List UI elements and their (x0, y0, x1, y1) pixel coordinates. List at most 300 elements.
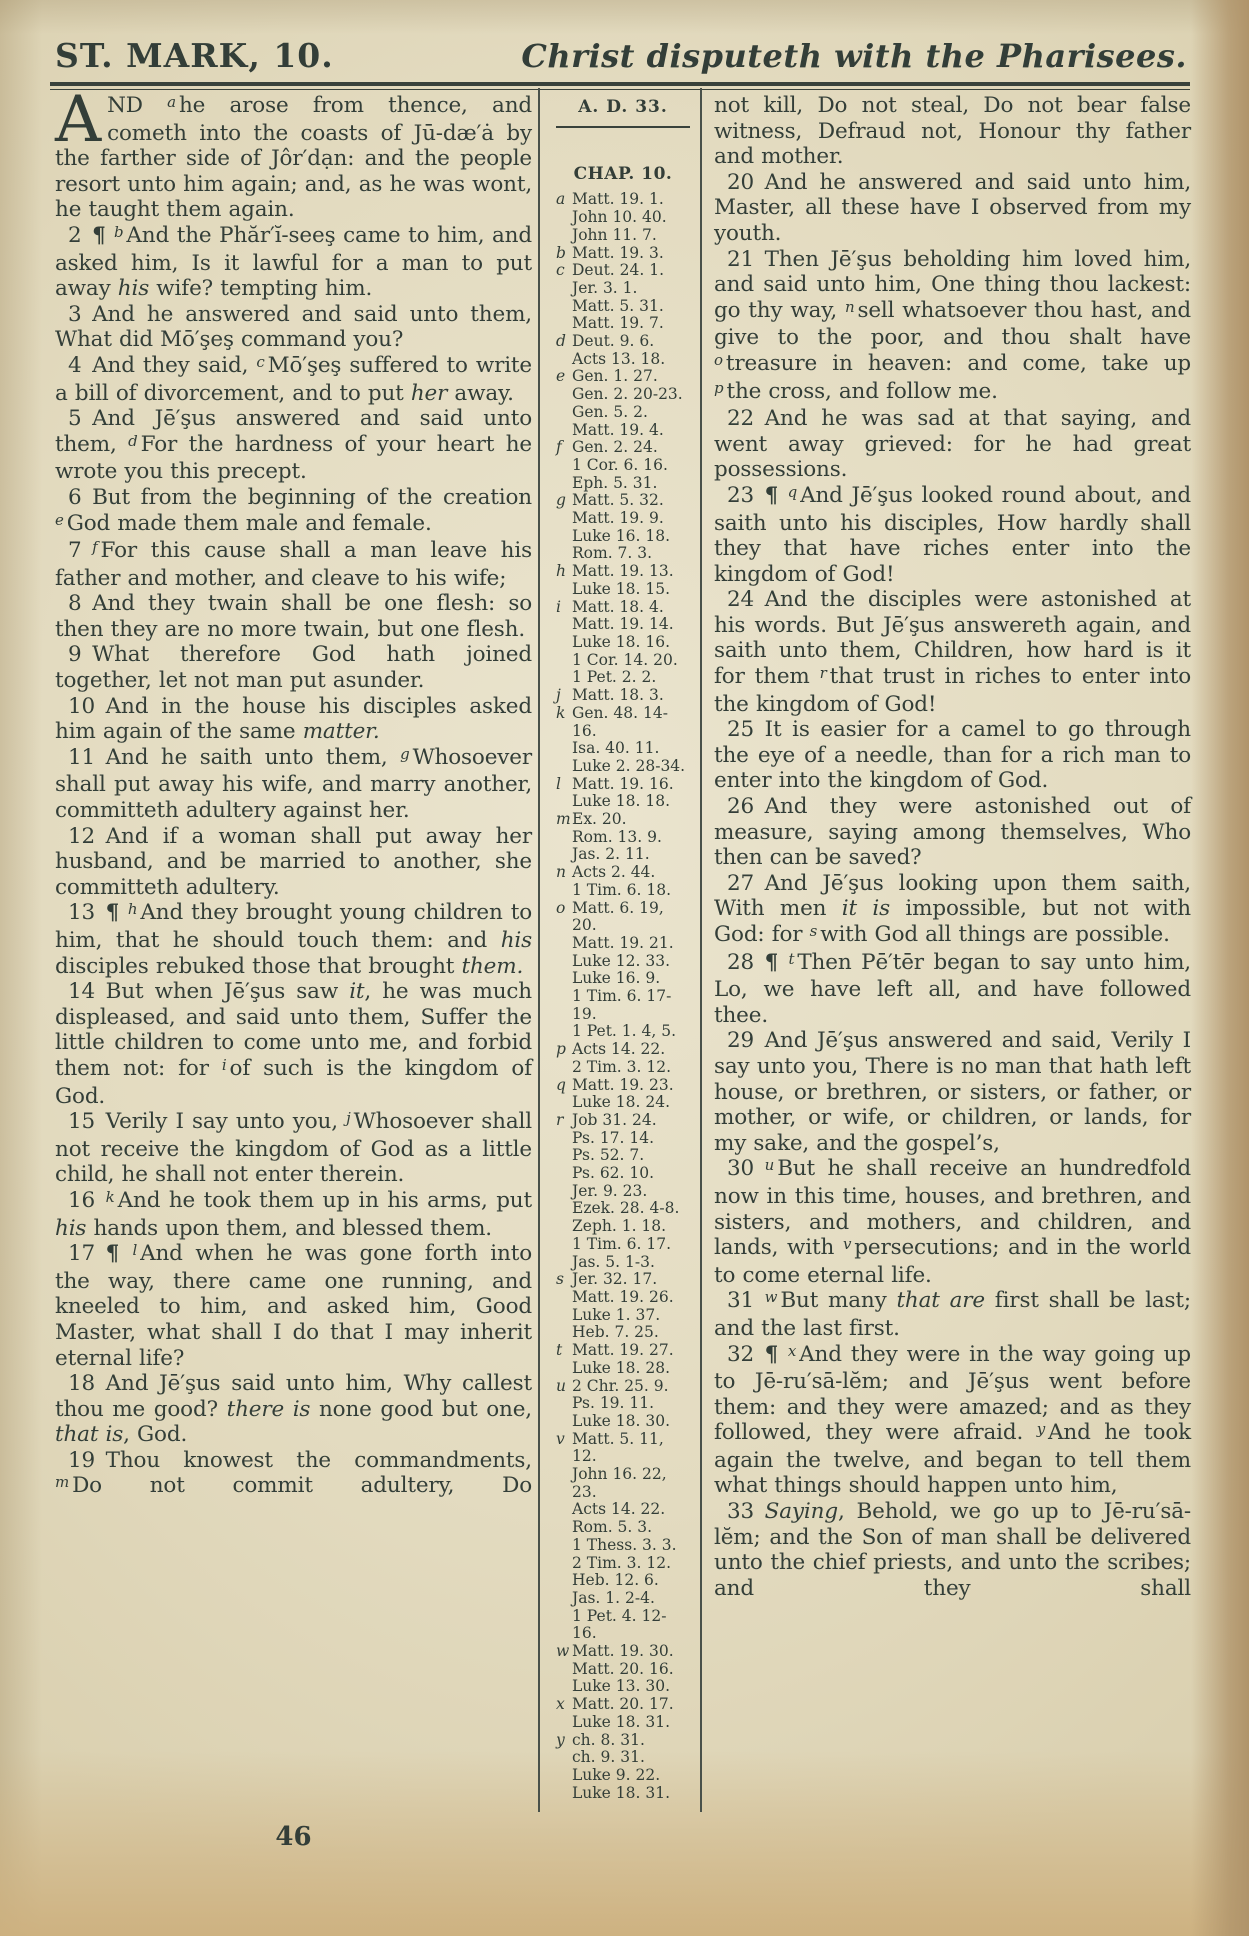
reference-group (556, 599, 696, 688)
verse-number: 25 (727, 717, 765, 743)
verse (714, 871, 1191, 950)
reference-citation: 23. (572, 1482, 597, 1501)
verse-number: 27 (727, 870, 765, 896)
reference-citation: Ex. 20. (572, 810, 627, 829)
reference-citation: Matt. 5. 11, (572, 1429, 664, 1448)
column-divider-right (700, 88, 702, 1812)
italic-segment: it (349, 979, 365, 1005)
running-head: Christ disputeth with the Pharisees. (521, 37, 1187, 75)
reference-letter: k (556, 703, 566, 722)
reference-citation: Acts 14. 22. (572, 1040, 666, 1059)
reference-citation: Matt. 19. 26. (572, 1288, 674, 1306)
italic-segment: his (55, 1215, 87, 1241)
verse (55, 302, 532, 353)
verse-number: 33 (727, 1499, 765, 1525)
inline-reference-letter: o (714, 350, 723, 369)
text-segment: he arose from thence, and cometh into the coasts of Jū-dæ′ȧ by the farther side of Jôr′dạn: and the people resort unto him again; and, as he was wont, he taught them again. (55, 93, 533, 223)
text-segment: For this cause shall a man leave his father and mother, and cleave to his wife; (55, 538, 532, 591)
reference-citation: Ps. 17. 14. (572, 1128, 655, 1147)
reference-letter: j (556, 686, 561, 705)
reference-citation: 1 Cor. 14. 20. (572, 650, 678, 669)
verse (55, 1188, 532, 1241)
reference-citation: Luke 18. 15. (572, 579, 670, 598)
reference-citation: Deut. 9. 6. (572, 332, 655, 351)
reference-letter: o (556, 898, 566, 917)
text-segment: Mō′şeş suffered to write a bill of divorcement, and to put (55, 352, 532, 406)
verse-number: 9 (68, 642, 93, 668)
reference-citation: Matt. 19. 3. (572, 243, 664, 262)
reference-letter: i (556, 597, 561, 616)
reference-letter: p (556, 1040, 566, 1059)
text-segment: , Behold, we go up to Jē-ru′sā-lĕm; and the Son of man shall be delivered unto the chief priests, and unto the scribes; and they shall (714, 1499, 1191, 1601)
reference-citation: Matt. 19. 16. (572, 774, 674, 793)
verse-number: 2 (68, 222, 93, 248)
text-segment: And the disciples were astonished at his words. But Jē′şus answereth again, and saith unto them, Children, how hard is it for them (714, 587, 1191, 690)
chapter-label: CHAP. 10. (573, 163, 673, 184)
reference-citation: John 11. 7. (572, 225, 657, 244)
reference-citation: Matt. 19. 30. (572, 1642, 674, 1661)
reference-citation: 2 Tim. 3. 12. (572, 1057, 672, 1076)
text-segment: wife? tempting him. (149, 276, 373, 302)
italic-segment: that is (55, 1422, 124, 1448)
reference-citation: Matt. 19. 13. (572, 562, 674, 581)
verse (714, 170, 1191, 247)
text-segment: Then Jē′şus beholding him loved him, and said unto him, One thing thou lackest: go thy way, (714, 246, 1191, 323)
reference-group (556, 1431, 696, 1643)
verse-number: 3 (68, 301, 93, 327)
verse-number: 20 (727, 169, 765, 195)
reference-citation: Luke 18. 24. (572, 1093, 670, 1112)
reference-citation: Zeph. 1. 18. (572, 1217, 667, 1236)
reference-citation: Matt. 19. 9. (572, 509, 664, 528)
pilcrow-mark: ¶ (764, 482, 788, 508)
reference-group (556, 191, 696, 244)
verse-number: 12 (68, 823, 106, 849)
verse-number: 31 (727, 1288, 765, 1314)
text-segment: What therefore God hath joined together, let not man put asunder. (55, 642, 532, 694)
reference-letter: h (556, 562, 566, 581)
verse-number: 23 (727, 482, 765, 508)
verse (714, 1342, 1191, 1500)
reference-citation: Luke 18. 16. (572, 632, 670, 651)
inline-reference-letter: i (221, 1055, 227, 1074)
text-segment: And he was sad at that saying, and went away grieved: for he had great possessions. (714, 406, 1191, 483)
italic-segment: his (117, 276, 150, 302)
verse-number: 13 (68, 900, 106, 926)
reference-letter: y (556, 1730, 565, 1749)
text-segment: But from the beginning of the creation (92, 484, 532, 510)
verse (55, 353, 532, 406)
reference-citation: Isa. 40. 11. (572, 739, 660, 758)
text-segment: Do not commit adultery, Do (72, 1473, 532, 1499)
right-text-column (714, 93, 1191, 1601)
text-segment: of such is the kingdom of God. (55, 1055, 532, 1109)
reference-citation: Matt. 18. 3. (572, 686, 664, 705)
page-title: ST. MARK, 10. (55, 36, 334, 75)
reference-citation: Gen. 48. 14- (572, 703, 668, 722)
verse (714, 717, 1191, 794)
verse-number: 5 (68, 406, 93, 432)
reference-citation: ch. 9. 31. (572, 1748, 645, 1767)
verse-number: 17 (68, 1241, 106, 1267)
reference-citation: 16. (572, 1624, 597, 1643)
column-divider-left (538, 88, 540, 1812)
reference-citation: Jas. 2. 11. (572, 845, 650, 864)
text-segment: And he took again the twelve, and began to tell them what things should happen unto him, (714, 1420, 1191, 1499)
text-segment: But many (780, 1288, 897, 1314)
inline-reference-letter: j (346, 1109, 351, 1128)
inline-reference-letter: w (764, 1288, 778, 1307)
reference-citation: Luke 16. 18. (572, 526, 670, 545)
verse (55, 900, 532, 979)
reference-citation: Ezek. 28. 4-8. (572, 1199, 680, 1218)
text-segment: God made them male and female. (66, 510, 432, 536)
text-segment: persecutions; and in the world to come eternal life. (714, 1235, 1191, 1288)
inline-reference-letter: y (1036, 1420, 1046, 1439)
reference-group (556, 1077, 696, 1112)
text-segment: And Jē′şus looking upon them saith, With men (714, 870, 1191, 922)
reference-letter: n (556, 863, 566, 882)
reference-group (556, 1112, 696, 1271)
verse-number: 30 (727, 1156, 765, 1182)
inline-reference-letter: b (113, 222, 124, 241)
header-double-rule (50, 82, 1190, 90)
reference-citation: Rom. 13. 9. (572, 827, 662, 846)
inline-reference-letter: l (132, 1241, 138, 1260)
reference-group (556, 333, 696, 368)
reference-citation: Jer. 3. 1. (572, 278, 638, 297)
drop-cap: A (55, 83, 102, 157)
reference-citation: Luke 13. 30. (572, 1677, 670, 1696)
text-segment: And Jē′şus looked round about, and saith unto his disciples, How hardly shall they that have riches enter into the kingdom of God! (714, 482, 1191, 587)
verse-number: 32 (727, 1341, 765, 1367)
reference-citation: John 10. 40. (572, 208, 667, 227)
verse (714, 406, 1191, 483)
reference-citation: Gen. 2. 24. (572, 438, 658, 457)
text-segment: Verily I say unto you, (105, 1109, 347, 1135)
text-segment: ND (107, 93, 168, 118)
verse (714, 1499, 1191, 1601)
date-rule (556, 126, 690, 128)
verse-number: 15 (68, 1109, 106, 1135)
text-segment: And the Phăr′ĭ-seeş came to him, and asked him, Is it lawful for a man to put away (55, 222, 532, 302)
inline-reference-letter: g (400, 744, 410, 763)
reference-citation: Deut. 24. 1. (572, 261, 665, 280)
text-segment: But he shall receive an hundredfold now in this time, houses, and brethren, and sisters, and mothers, and children, and lands, with (714, 1156, 1191, 1261)
inline-reference-letter: f (92, 538, 98, 557)
verse-number: 16 (68, 1187, 106, 1213)
inline-reference-letter: v (842, 1235, 852, 1254)
reference-citation: Luke 18. 31. (572, 1712, 670, 1731)
reference-citation: Luke 16. 9. (572, 969, 661, 988)
verse-number: 11 (68, 744, 106, 770)
reference-citation: 16. (572, 721, 597, 740)
reference-citation: 2 Tim. 3. 12. (572, 1553, 672, 1572)
inline-reference-letter: a (167, 93, 176, 111)
inline-reference-letter: q (787, 482, 798, 501)
inline-reference-letter: d (128, 431, 138, 450)
reference-citation: 1 Tim. 6. 17. (572, 1234, 672, 1253)
text-segment: Whosoever shall not receive the kingdom of God as a little child, he shall not enter therein. (55, 1109, 532, 1188)
verse-number: 19 (68, 1447, 106, 1473)
verse (714, 950, 1191, 1029)
verse (55, 694, 532, 745)
reference-citation: Matt. 18. 4. (572, 597, 664, 616)
italic-segment: there is (226, 1396, 311, 1422)
reference-citation: Rom. 7. 3. (572, 544, 653, 563)
reference-letter: b (556, 243, 566, 262)
verse (714, 1288, 1191, 1341)
reference-group (556, 687, 696, 705)
reference-citation: Luke 18. 28. (572, 1358, 670, 1377)
reference-group (556, 776, 696, 811)
verse-number: 24 (727, 587, 765, 613)
reference-letter: c (556, 261, 565, 280)
reference-group (556, 1041, 696, 1076)
reference-letter: t (556, 1341, 563, 1360)
reference-citation: Luke 18. 18. (572, 792, 670, 811)
reference-citation: 1 Thess. 3. 3. (572, 1535, 677, 1554)
cross-references (550, 191, 696, 1802)
reference-citation: Jas. 1. 2-4. (572, 1588, 655, 1607)
reference-citation: Gen. 1. 27. (572, 367, 658, 386)
verse (55, 642, 532, 693)
reference-citation: 19. (572, 1004, 597, 1023)
reference-citation: Luke 2. 28-34. (572, 756, 686, 775)
reference-group (556, 705, 696, 776)
verse (55, 223, 532, 302)
reference-letter: l (556, 774, 561, 793)
text-segment: that trust in riches to enter into the kingdom of God! (714, 664, 1191, 717)
text-segment: Whosoever shall put away his wife, and marry another, committeth adultery against her. (55, 744, 532, 824)
verse (55, 1371, 532, 1448)
reference-group (556, 439, 696, 492)
reference-group (556, 1643, 696, 1696)
italic-segment: matter. (302, 719, 380, 745)
reference-letter: w (556, 1642, 570, 1661)
reference-letter: g (556, 491, 566, 510)
reference-group (556, 262, 696, 333)
inline-reference-letter: p (714, 378, 724, 397)
text-segment: , God. (123, 1422, 188, 1448)
verse (714, 247, 1191, 407)
text-segment: And in the house his disciples asked him again of the same (55, 693, 532, 745)
reference-group (556, 1696, 696, 1731)
italic-segment: that are (896, 1288, 985, 1314)
verse (55, 1448, 532, 1501)
inline-reference-letter: t (788, 949, 795, 968)
text-segment: And Jē′şus answered and said unto them, (55, 406, 532, 457)
verse-number: 18 (68, 1371, 106, 1397)
reference-citation: Ps. 19. 11. (572, 1394, 655, 1413)
text-segment: And they said, (92, 352, 257, 378)
verse-number: 22 (727, 406, 765, 432)
reference-citation: Ps. 62. 10. (572, 1164, 655, 1183)
verse-number: 28 (727, 949, 765, 975)
verse (55, 83, 533, 223)
reference-group (556, 1378, 696, 1431)
inline-reference-letter: r (819, 664, 827, 683)
reference-group (556, 368, 696, 439)
reference-citation: 1 Tim. 6. 18. (572, 880, 672, 899)
text-segment: And they brought young children to him, that he should touch them: and (55, 900, 532, 953)
reference-citation: 12. (572, 1447, 597, 1466)
text-segment: impossible, but not with God: for (714, 896, 1191, 947)
inline-reference-letter: h (127, 900, 138, 919)
page-header (55, 36, 1187, 75)
reference-citation: Matt. 5. 32. (572, 491, 664, 510)
verse (714, 483, 1191, 587)
reference-letter: a (556, 190, 566, 209)
reference-citation: Jer. 9. 23. (572, 1181, 648, 1200)
reference-citation: Gen. 5. 2. (572, 402, 648, 421)
text-segment: not kill, Do not steal, Do not bear false witness, Defraud not, Honour thy father and mother. (714, 93, 1191, 170)
reference-citation: 20. (572, 916, 597, 935)
inline-reference-letter: s (809, 922, 818, 940)
text-segment: And if a woman shall put away her husband, and be married to another, she committeth adultery. (55, 823, 532, 900)
reference-citation: Matt. 19. 23. (572, 1075, 674, 1094)
text-segment: disciples rebuked those that brought (55, 953, 462, 979)
text-segment: And they were in the way going up to Jē-ru′sā-lĕm; and Jē′şus went before them: and they were amazed; and as they followed, they were afraid. (714, 1341, 1191, 1446)
italic-segment: Saying (764, 1499, 838, 1525)
reference-letter: m (556, 810, 571, 829)
verse (55, 824, 532, 901)
verse (55, 745, 532, 824)
text-segment: away. (447, 380, 514, 406)
date-label: A. D. 33. (578, 97, 668, 117)
verse (55, 591, 532, 642)
text-segment: For the hardness of your heart he wrote you this precept. (55, 431, 532, 485)
reference-citation: Jas. 5. 1-3. (572, 1252, 655, 1271)
verse (714, 794, 1191, 871)
reference-citation: Luke 18. 30. (572, 1411, 670, 1430)
inline-reference-letter: e (55, 510, 64, 529)
text-segment: treasure in heaven: and come, take up (725, 350, 1191, 376)
text-segment: , he was much displeased, and said unto them, Suffer the little children to come unto me, and forbid them not: for (55, 979, 532, 1081)
reference-citation: Eph. 5. 31. (572, 473, 658, 492)
text-segment: And Jē′şus said unto him, Why callest thou me good? (55, 1371, 532, 1422)
reference-citation: 1 Pet. 2. 2. (572, 668, 657, 687)
verse (714, 1028, 1191, 1156)
italic-segment: them. (461, 953, 524, 979)
reference-letter: e (556, 367, 566, 386)
verse (714, 587, 1191, 717)
reference-letter: v (556, 1429, 565, 1448)
reference-citation: Matt. 19. 21. (572, 933, 674, 952)
reference-letter: s (556, 1270, 564, 1289)
verse (55, 1109, 532, 1188)
reference-column (550, 93, 696, 1802)
verse-number: 29 (727, 1028, 765, 1054)
reference-citation: ch. 8. 31. (572, 1730, 645, 1749)
reference-citation: Heb. 12. 6. (572, 1571, 659, 1590)
reference-citation: Jer. 32. 17. (572, 1270, 658, 1289)
verse (714, 1156, 1191, 1288)
verse-number: 7 (68, 538, 93, 564)
text-segment: And he saith unto them, (105, 744, 401, 770)
reference-group (556, 1271, 696, 1342)
pilcrow-mark: ¶ (105, 1241, 133, 1267)
reference-citation: Ps. 52. 7. (572, 1146, 645, 1165)
verse (55, 406, 532, 485)
reference-citation: Matt. 20. 16. (572, 1659, 674, 1678)
verse (55, 1241, 532, 1371)
reference-letter: r (556, 1110, 564, 1129)
left-text-column (55, 83, 533, 1501)
reference-citation: Luke 18. 31. (572, 1783, 670, 1802)
verse-number: 10 (68, 693, 106, 719)
inline-reference-letter: k (105, 1187, 115, 1206)
inline-reference-letter: n (844, 297, 855, 316)
verse-number: 4 (68, 352, 93, 378)
text-segment: And he took them up in his arms, put (117, 1187, 532, 1213)
text-segment: first shall be last; and the last first. (714, 1288, 1191, 1341)
text-segment: And Jē′şus answered and said, Verily I say unto you, There is no man that hath left house, or brethren, or sisters, or father, or mother, or wife, or children, or lands, for my sake, and the gospel’s, (714, 1028, 1191, 1156)
reference-citation: Matt. 19. 14. (572, 615, 674, 634)
reference-citation: 1 Cor. 6. 16. (572, 455, 668, 474)
text-segment: Thou knowest the commandments, (105, 1447, 532, 1473)
reference-citation: Matt. 19. 7. (572, 314, 664, 333)
reference-citation: Matt. 19. 4. (572, 420, 664, 439)
reference-citation: 1 Pet. 4. 12- (572, 1606, 667, 1625)
reference-citation: Luke 12. 33. (572, 951, 670, 970)
reference-group (556, 245, 696, 263)
text-segment: with God all things are possible. (820, 922, 1170, 947)
reference-letter: x (556, 1695, 565, 1714)
text-segment: But when Jē′şus saw (105, 979, 350, 1005)
reference-group (556, 1732, 696, 1803)
pilcrow-mark: ¶ (764, 1341, 788, 1367)
reference-group (556, 811, 696, 864)
text-segment: And he answered and said unto him, Master, all these have I observed from my youth. (714, 169, 1191, 246)
reference-group (556, 492, 696, 563)
text-segment: And they were astonished out of measure, saying among themselves, Who then can be saved? (714, 794, 1191, 871)
text-segment: It is easier for a camel to go through the eye of a needle, than for a rich man to enter into the kingdom of God. (714, 717, 1191, 794)
verse-number: 26 (727, 794, 765, 820)
text-segment: And they twain shall be one flesh: so then they are no more twain, but one flesh. (55, 591, 532, 642)
reference-citation: Luke 1. 37. (572, 1305, 661, 1324)
reference-group (556, 900, 696, 1042)
verse (55, 538, 532, 591)
reference-citation: Matt. 20. 17. (572, 1695, 674, 1714)
pilcrow-mark: ¶ (764, 949, 789, 975)
pilcrow-mark: ¶ (92, 222, 114, 248)
reference-citation: 1 Pet. 1. 4, 5. (572, 1022, 676, 1041)
verse-number: 8 (68, 591, 93, 617)
page-number: 46 (275, 1822, 312, 1852)
inline-reference-letter: u (764, 1156, 775, 1175)
text-segment: And he answered and said unto them, What did Mō′şeş command you? (55, 301, 532, 353)
text-segment: the cross, and follow me. (726, 378, 998, 404)
reference-group (556, 864, 696, 899)
verse (714, 93, 1191, 170)
text-segment: Then Pē′tēr began to say unto him, Lo, we have left all, and have followed thee. (714, 949, 1191, 1028)
reference-citation: Acts 2. 44. (572, 863, 656, 882)
reference-citation: Job 31. 24. (572, 1110, 657, 1129)
text-segment: sell whatsoever thou hast, and give to the poor, and thou shalt have (714, 297, 1191, 351)
italic-segment: his (500, 928, 532, 953)
reference-citation: Luke 9. 22. (572, 1765, 661, 1784)
reference-letter: d (556, 332, 566, 351)
reference-group (556, 1342, 696, 1377)
reference-letter: q (556, 1075, 566, 1094)
reference-citation: Matt. 5. 31. (572, 296, 664, 315)
pilcrow-mark: ¶ (105, 900, 128, 926)
italic-segment: it is (841, 896, 890, 922)
reference-citation: Matt. 19. 27. (572, 1341, 674, 1360)
inline-reference-letter: x (787, 1341, 797, 1360)
reference-citation: Heb. 7. 25. (572, 1323, 659, 1342)
